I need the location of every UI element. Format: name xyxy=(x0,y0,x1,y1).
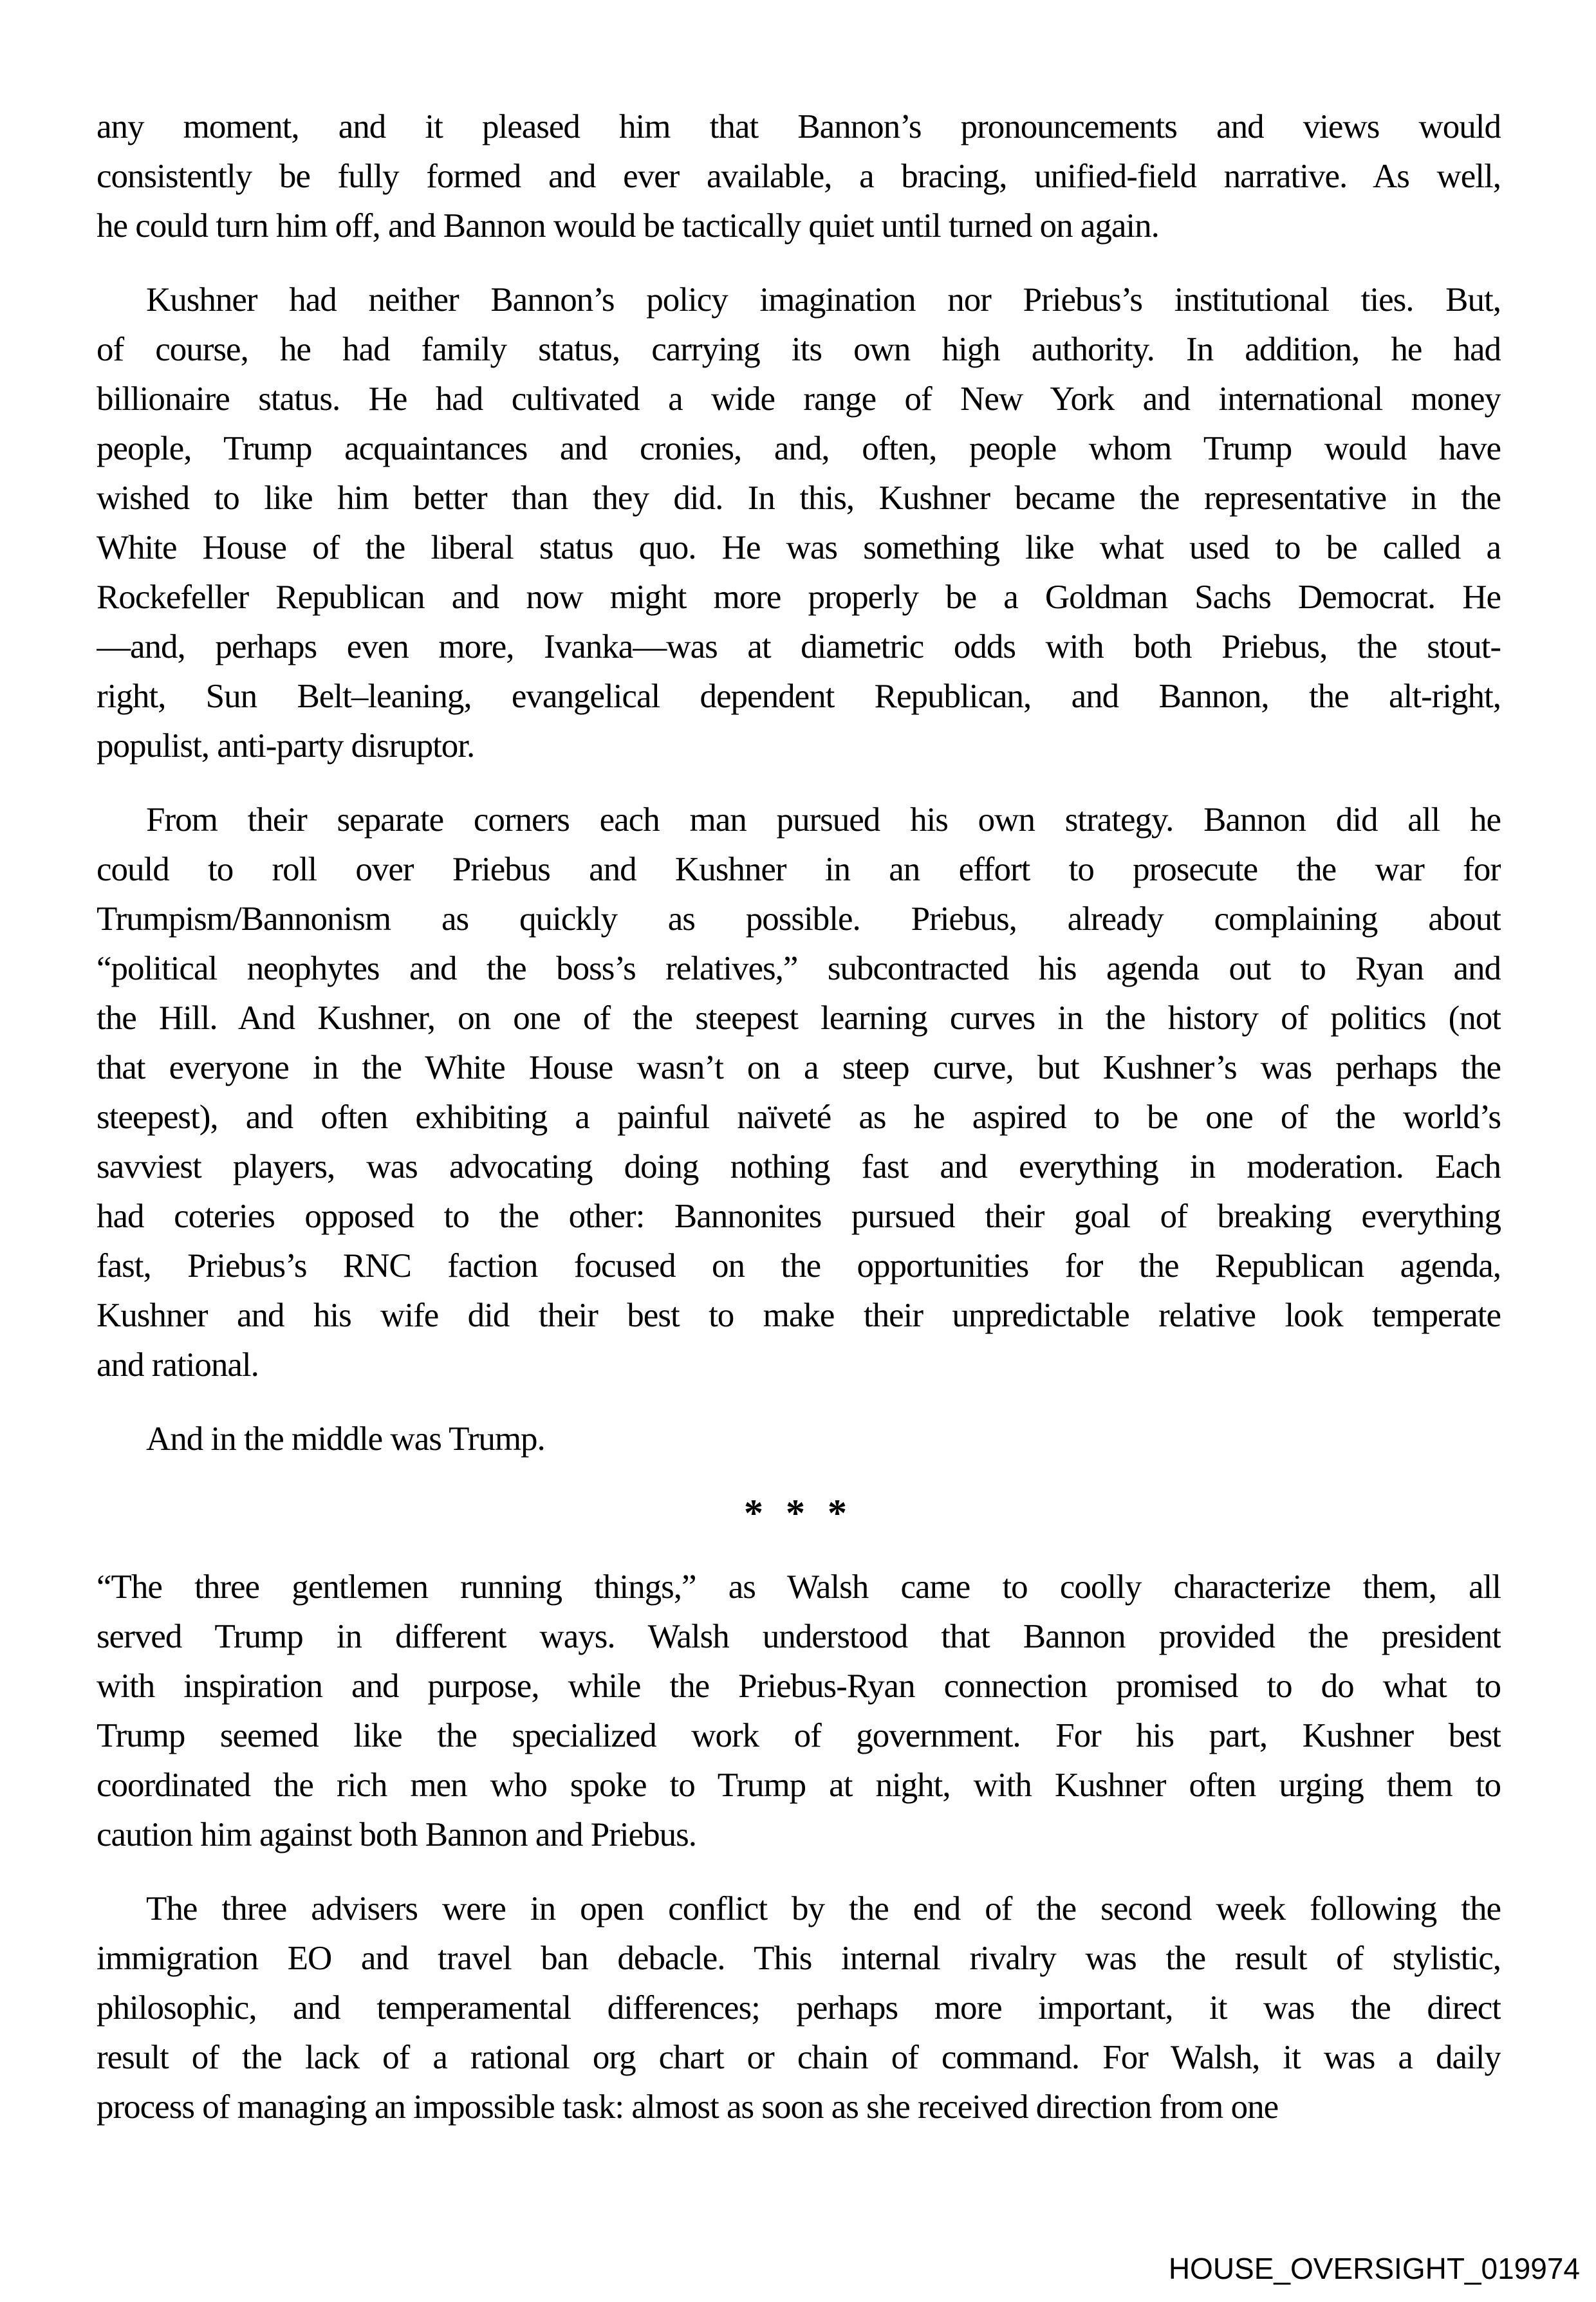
text-line: —and, perhaps even more, Ivanka—was at diametric odds with both Priebus, the stout- xyxy=(97,628,1501,665)
text-line: right, Sun Belt–leaning, evangelical dependent Republican, and Bannon, the alt-right, xyxy=(97,678,1501,715)
text-line: “The three gentlemen running things,” as Walsh came to coolly characterize them, all xyxy=(97,1568,1501,1606)
text-line: White House of the liberal status quo. He was something like what used to be called a xyxy=(97,529,1501,566)
paragraph xyxy=(97,1415,1501,1464)
text-line: served Trump in different ways. Walsh understood that Bannon provided the president xyxy=(97,1618,1501,1655)
text-line: “political neophytes and the boss’s relatives,” subcontracted his agenda out to Ryan and xyxy=(97,950,1501,987)
text-line: wished to like him better than they did. In this, Kushner became the representative in the xyxy=(97,479,1501,517)
paragraph xyxy=(97,795,1501,1390)
text-line: Kushner and his wife did their best to make their unpredictable relative look temperate xyxy=(97,1297,1501,1334)
text-line: the Hill. And Kushner, on one of the steepest learning curves in the history of politics (not xyxy=(97,999,1501,1037)
text-line: could to roll over Priebus and Kushner in an effort to prosecute the war for xyxy=(97,851,1501,888)
section-separator: * * * xyxy=(744,1492,853,1534)
text-line: he could turn him off, and Bannon would be tactically quiet until turned on again. xyxy=(97,207,1159,245)
text-line: coordinated the rich men who spoke to Trump at night, with Kushner often urging them to xyxy=(97,1767,1501,1804)
paragraph xyxy=(97,1884,1501,2132)
text-line: that everyone in the White House wasn’t on a steep curve, but Kushner’s was perhaps the xyxy=(97,1049,1501,1086)
text-line: billionaire status. He had cultivated a wide range of New York and international money xyxy=(97,380,1501,418)
text-line: people, Trump acquaintances and cronies, and, often, people whom Trump would have xyxy=(97,430,1501,467)
text-line: And in the middle was Trump. xyxy=(146,1420,545,1458)
text-line: Rockefeller Republican and now might more properly be a Goldman Sachs Democrat. He xyxy=(97,579,1501,616)
text-line: populist, anti-party disruptor. xyxy=(97,727,475,765)
text-line: and rational. xyxy=(97,1346,259,1384)
paragraph xyxy=(97,1563,1501,1860)
bates-stamp: HOUSE_OVERSIGHT_019974 xyxy=(1168,2252,1580,2285)
text-line: had coteries opposed to the other: Bannonites pursued their goal of breaking everything xyxy=(97,1198,1501,1235)
text-line: any moment, and it pleased him that Bannon’s pronouncements and views would xyxy=(97,108,1501,145)
paragraph xyxy=(97,275,1501,771)
text-line: philosophic, and temperamental differences; perhaps more important, it was the direct xyxy=(97,1989,1501,2027)
text-line: Trump seemed like the specialized work of government. For his part, Kushner best xyxy=(97,1717,1501,1754)
text-line: result of the lack of a rational org chart or chain of command. For Walsh, it was a daily xyxy=(97,2039,1501,2076)
text-line: consistently be fully formed and ever available, a bracing, unified-field narrative. As well, xyxy=(97,158,1501,195)
text-line: Trumpism/Bannonism as quickly as possible. Priebus, already complaining about xyxy=(97,900,1501,938)
text-line: fast, Priebus’s RNC faction focused on the opportunities for the Republican agenda, xyxy=(97,1247,1501,1285)
text-line: caution him against both Bannon and Priebus. xyxy=(97,1816,696,1853)
text-line: Kushner had neither Bannon’s policy imagination nor Priebus’s institutional ties. But, xyxy=(146,281,1501,319)
text-line: of course, he had family status, carrying its own high authority. In addition, he had xyxy=(97,331,1501,368)
text-line: process of managing an impossible task: almost as soon as she received direction from one xyxy=(97,2088,1279,2126)
text-line: immigration EO and travel ban debacle. This internal rivalry was the result of stylistic, xyxy=(97,1940,1501,1977)
text-line: From their separate corners each man pursued his own strategy. Bannon did all he xyxy=(146,801,1501,839)
text-line: with inspiration and purpose, while the Priebus-Ryan connection promised to do what to xyxy=(97,1667,1501,1705)
text-line: steepest), and often exhibiting a painful naïveté as he aspired to be one of the world’s xyxy=(97,1099,1501,1136)
text-line: The three advisers were in open conflict by the end of the second week following the xyxy=(146,1890,1501,1927)
paragraph xyxy=(97,102,1501,251)
document-body xyxy=(97,0,1501,2157)
text-line: savviest players, was advocating doing nothing fast and everything in moderation. Each xyxy=(97,1148,1501,1185)
